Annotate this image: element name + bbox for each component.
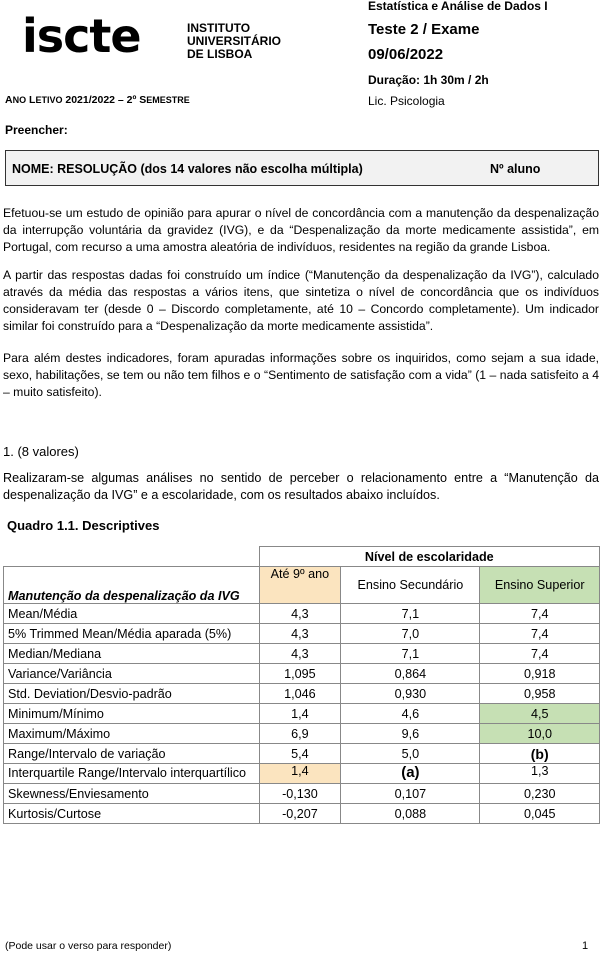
cell-value: 7,4 [480, 624, 600, 644]
row-header: Manutenção da despenalização da IVG [4, 567, 260, 604]
program-name: Lic. Psicologia [368, 94, 445, 108]
table-row [4, 724, 600, 744]
row-label: Interquartile Range/Intervalo interquartílico [4, 764, 260, 784]
row-label: Median/Mediana [4, 644, 260, 664]
cell-value: 7,4 [480, 644, 600, 664]
institution-line: DE LISBOA [187, 47, 253, 61]
cell-value: 1,3 [480, 764, 600, 784]
cell-value: 4,3 [259, 644, 341, 664]
row-label: Maximum/Máximo [4, 724, 260, 744]
cell-value: 0,930 [341, 684, 480, 704]
student-number-label: Nº aluno [490, 162, 541, 176]
institution-line: UNIVERSITÁRIO [187, 34, 282, 48]
course-name: Estatística e Análise de Dados I [368, 0, 548, 13]
fill-label: Preencher: [5, 123, 68, 137]
paragraph-variables: Para além destes indicadores, foram apuradas informações sobre os inquiridos, como sejam a sua idade, sexo, habilitações, se tem ou não tem filhos e o “Sentimento de satisfação com a vida” (1 – nada satisfeito a 4 – muito satisfeito). [3, 351, 599, 399]
row-label: Minimum/Mínimo [4, 704, 260, 724]
cell-value: -0,130 [259, 784, 341, 804]
table-row [4, 684, 600, 704]
cell-value: 7,1 [341, 604, 480, 624]
iscte-logo: iscte [22, 9, 141, 63]
question-text: Realizaram-se algumas análises no sentido de perceber o relacionamento entre a “Manutenção da despenalização da IVG” e a escolaridade, com os resultados abaixo incluídos. [3, 471, 599, 502]
academic-year: ANO LETIVO 2021/2022 – 2º SEMESTRE [5, 94, 190, 106]
table-row [4, 644, 600, 664]
cell-value: 1,095 [259, 664, 341, 684]
exam-date: 09/06/2022 [368, 46, 444, 63]
group-header: Nível de escolaridade [259, 547, 600, 567]
cell-value: 4,5 [480, 704, 600, 724]
cell-value: 7,0 [341, 624, 480, 644]
cell-value: 9,6 [341, 724, 480, 744]
column-header: Ensino Secundário [341, 567, 480, 604]
name-field-label: NOME: RESOLUÇÃO (dos 14 valores não escolha múltipla) [12, 162, 363, 176]
table-caption: Quadro 1.1. Descriptives [7, 518, 160, 533]
cell-value: 1,4 [259, 704, 341, 724]
answer-placeholder-a: (a) [341, 764, 480, 784]
row-label: Mean/Média [4, 604, 260, 624]
table-row [4, 704, 600, 724]
row-label: Skewness/Enviesamento [4, 784, 260, 804]
column-header: Ensino Superior [480, 567, 600, 604]
table-row [4, 624, 600, 644]
cell-value: 10,0 [480, 724, 600, 744]
table-row [4, 664, 600, 684]
descriptives-table [3, 546, 600, 824]
cell-value: 4,3 [259, 624, 341, 644]
cell-value: 4,6 [341, 704, 480, 724]
cell-value: -0,207 [259, 804, 341, 824]
row-label: 5% Trimmed Mean/Média aparada (5%) [4, 624, 260, 644]
cell-value: 5,4 [259, 744, 341, 764]
cell-value: 7,1 [341, 644, 480, 664]
cell-value: 6,9 [259, 724, 341, 744]
cell-value: 1,046 [259, 684, 341, 704]
column-header: Até 9º ano [259, 567, 341, 604]
cell-value: 7,4 [480, 604, 600, 624]
exam-duration: Duração: 1h 30m / 2h [368, 73, 489, 87]
cell-value: 0,864 [341, 664, 480, 684]
row-label: Std. Deviation/Desvio-padrão [4, 684, 260, 704]
institution-name [187, 22, 281, 61]
footer-note: (Pode usar o verso para responder) [5, 940, 172, 952]
table-row [4, 604, 600, 624]
cell-value: 0,107 [341, 784, 480, 804]
paragraph-index: A partir das respostas dadas foi construído um índice (“Manutenção da despenalização da IVG”), calculado através da média das respostas a vários itens, que sintetiza o nível de concordância que os indivíduos consideravam ter (desde 0 – Discordo completamente, até 10 – Concordo completamente). Um indicador similar foi construído para a “Despenalização da morte medicamente assistida”. [3, 268, 599, 333]
table-row [4, 764, 600, 784]
cell-value: 5,0 [341, 744, 480, 764]
cell-value: 0,230 [480, 784, 600, 804]
table-row [4, 744, 600, 764]
table-row [4, 804, 600, 824]
cell-value: 0,958 [480, 684, 600, 704]
name-box[interactable] [5, 150, 599, 186]
answer-placeholder-b: (b) [480, 744, 600, 764]
institution-line: INSTITUTO [187, 21, 251, 35]
cell-value: 0,918 [480, 664, 600, 684]
exam-title: Teste 2 / Exame [368, 21, 480, 38]
question-title: 1. (8 valores) [3, 444, 79, 459]
row-label: Range/Intervalo de variação [4, 744, 260, 764]
row-label: Kurtosis/Curtose [4, 804, 260, 824]
page-number: 1 [582, 940, 589, 952]
paragraph-intro: Efetuou-se um estudo de opinião para apurar o nível de concordância com a manutenção da despenalização da interrupção voluntária da gravidez (IVG), e da “Despenalização da morte medicamente assistida”, em Portugal, com recurso a uma amostra aleatória de indivíduos, residentes na região da grande Lisboa. [3, 206, 599, 254]
cell-value: 4,3 [259, 604, 341, 624]
cell-value: 1,4 [259, 764, 341, 784]
table-row [4, 784, 600, 804]
cell-value: 0,088 [341, 804, 480, 824]
row-label: Variance/Variância [4, 664, 260, 684]
cell-value: 0,045 [480, 804, 600, 824]
